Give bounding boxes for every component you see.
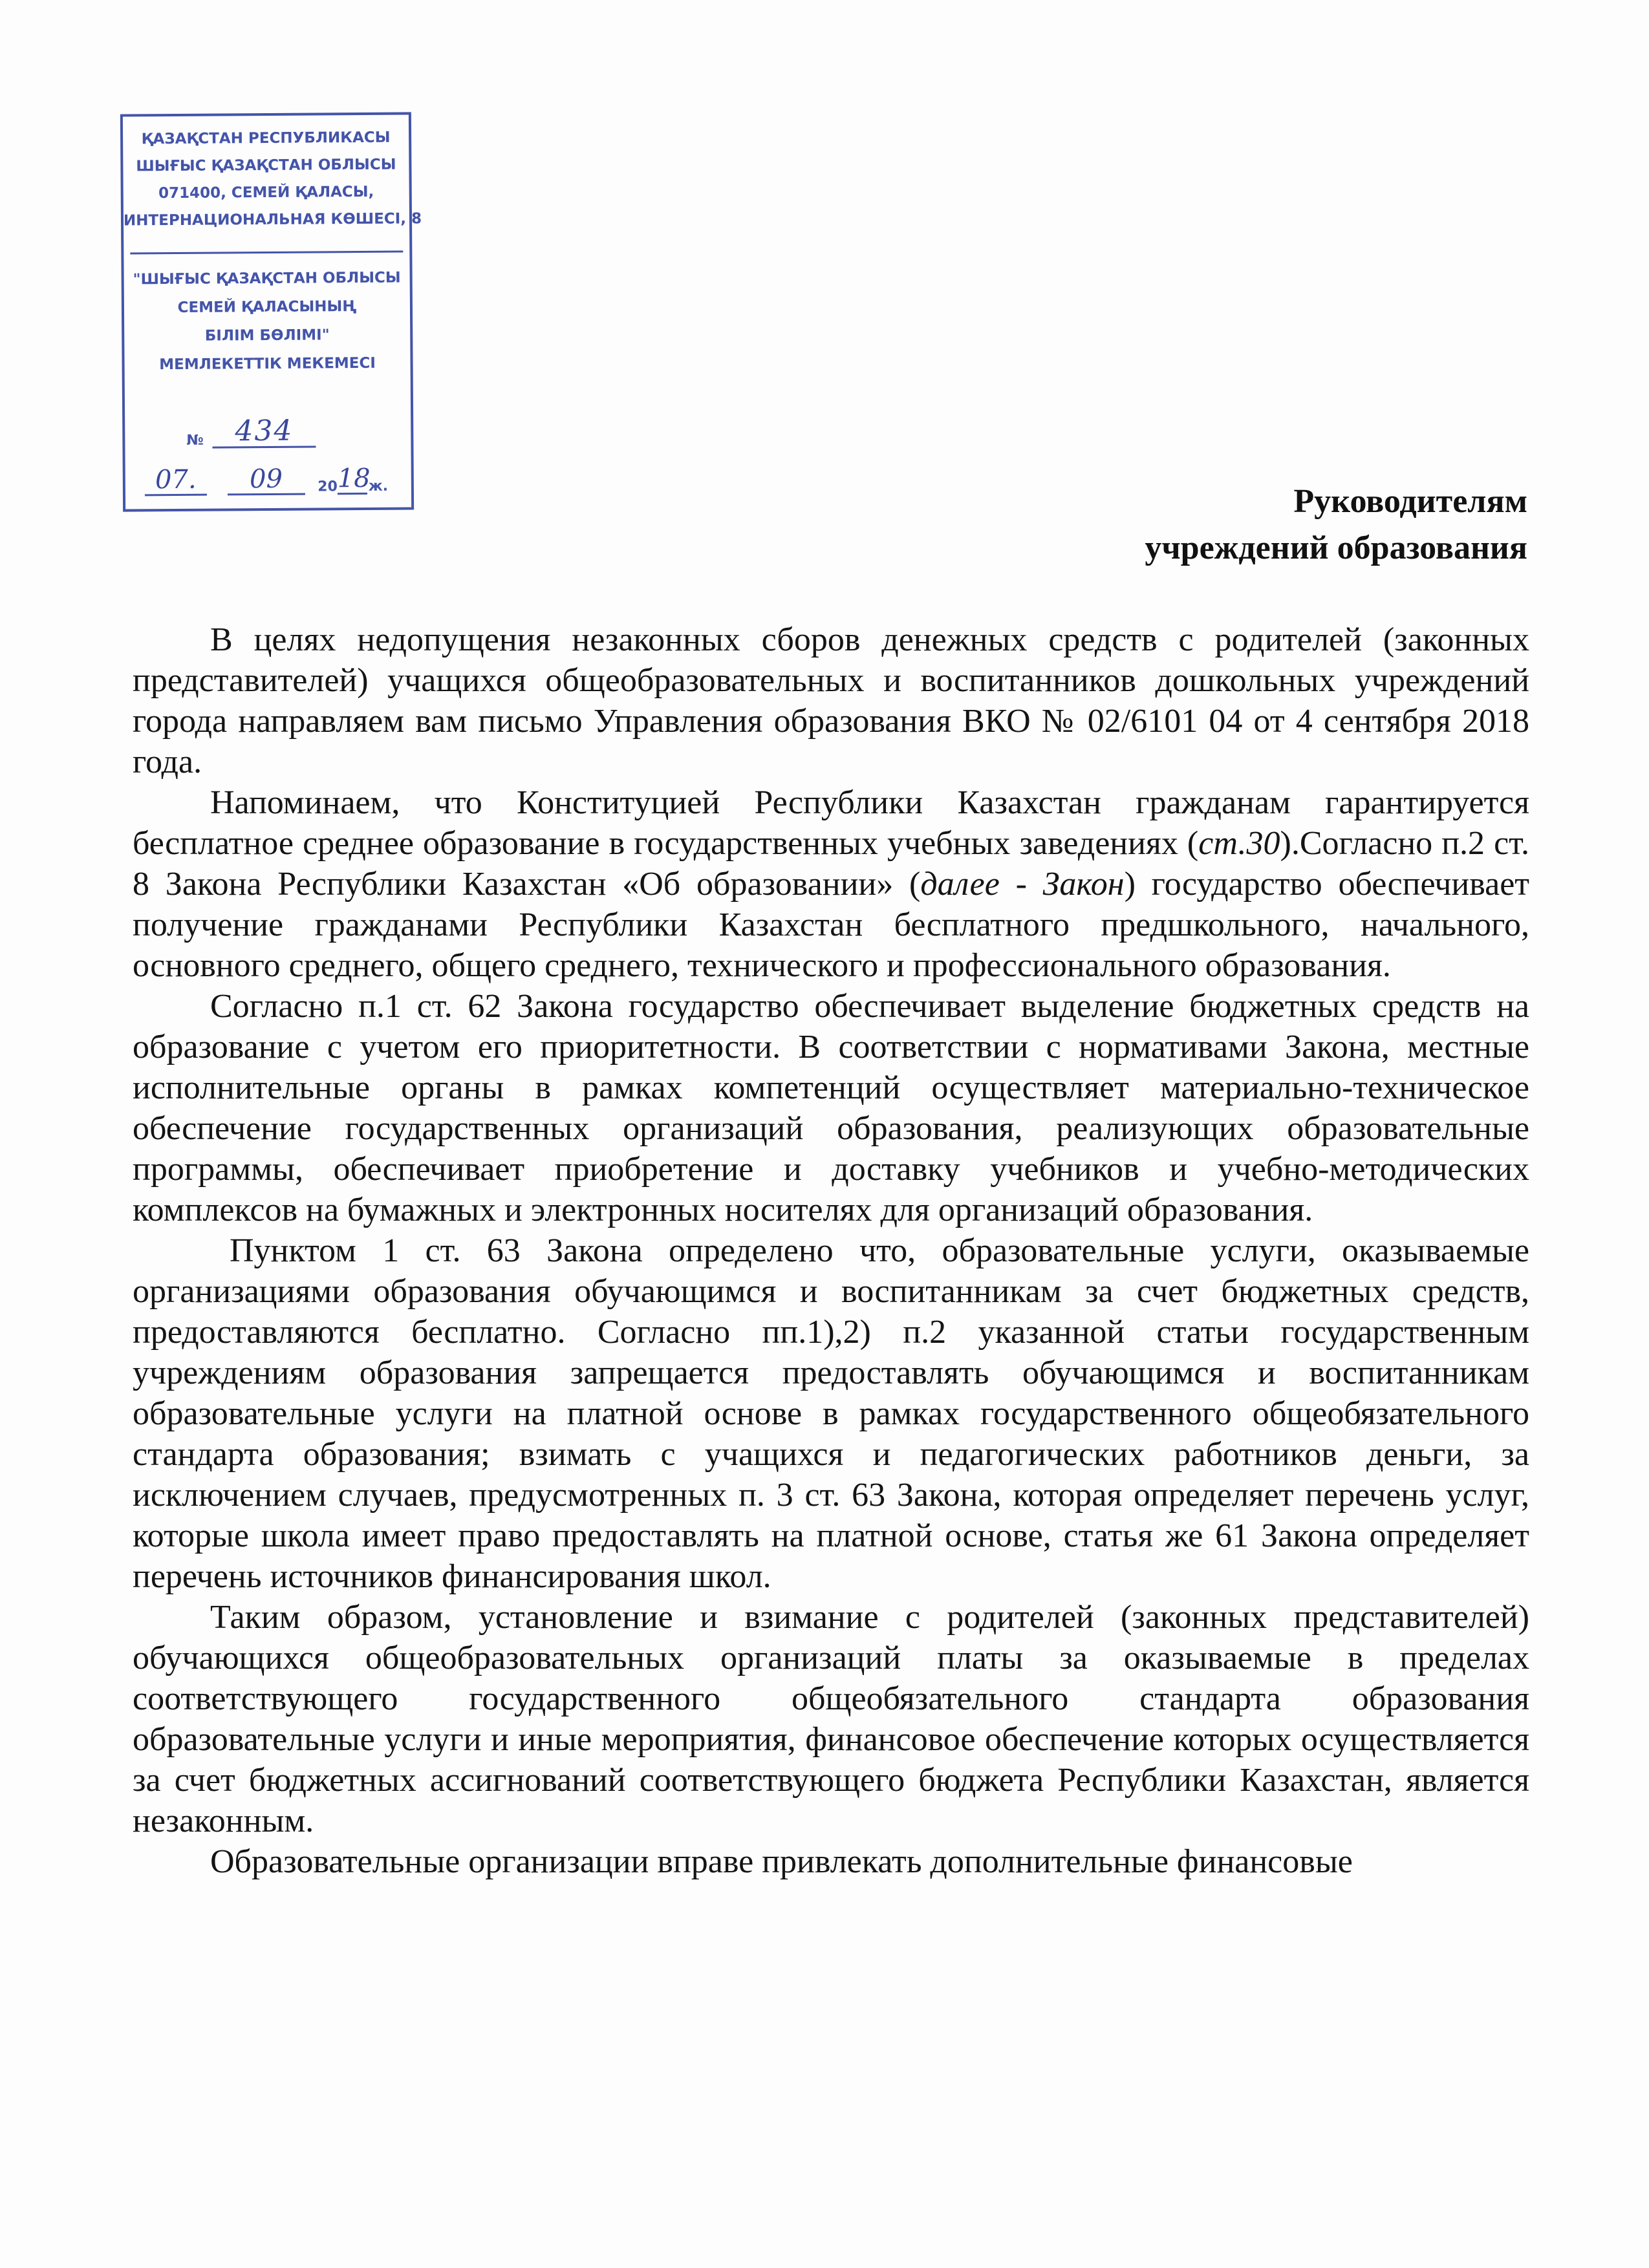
stamp-org-line: БІЛІМ БӨЛІМІ" <box>204 326 330 345</box>
registration-stamp <box>120 112 422 511</box>
stamp-header-line: ИНТЕРНАЦИОНАЛЬНАЯ КӨШЕСІ, 8 <box>123 210 422 230</box>
letter-body <box>133 619 1529 1882</box>
stamp-org-line: СЕМЕЙ ҚАЛАСЫНЫҢ <box>177 298 357 316</box>
stamp-org-line: МЕМЛЕКЕТТІК МЕКЕМЕСІ <box>159 354 376 374</box>
paragraph-6: Образовательные организации вправе привлекать дополнительные финансовые <box>210 1843 1353 1880</box>
paragraph-2-part-a: Напоминаем, что Конституцией Республики Казахстан гражданам гарантируется бесплатное среднее образование в государственных учебных заведениях ( <box>133 784 1529 862</box>
stamp-date-suffix: ж. <box>368 478 389 495</box>
paragraph-2-citation: ст.30 <box>1198 825 1280 862</box>
stamp-date-month: 09 <box>227 465 305 496</box>
paragraph-2-definition: далее - Закон <box>920 866 1125 903</box>
stamp-header-line: ҚАЗАҚСТАН РЕСПУБЛИКАСЫ <box>141 129 391 148</box>
stamp-header-line: 071400, СЕМЕЙ ҚАЛАСЫ, <box>158 183 374 202</box>
paragraph-2-part-c: ).Согласно п.2 ст. 8 Закона Республики Казахстан «Об образовании» ( <box>133 825 1529 903</box>
paragraph-4: Пунктом 1 ст. 63 Закона определено что, образовательные услуги, оказываемые организациями образования обучающимся и воспитанникам за счет бюджетных средств, предоставляются бесплатно. Согласно пп.1),2) п.2 указанной статьи государственным учреждениям образования запрещается предоставлять обучающимся и воспитанникам образовательные услуги на платной основе в рамках государственного общеобязательного стандарта образования; взимать с учащихся и педагогических работников деньги, за исключением случаев, предусмотренных п. 3 ст. 63 Закона, которая определяет перечень услуг, которые школа имеет право предоставлять на платной основе, статья же 61 Закона определяет перечень источников финансирования школ. <box>133 1232 1529 1595</box>
paragraph-2-part-e: ) государство обеспечивает получение гражданами Республики Казахстан бесплатного предшкольного, начального, основного среднего, общего среднего, технического и профессионального образования. <box>133 866 1530 984</box>
paragraph-5: Таким образом, установление и взимание с родителей (законных представителей) обучающихся общеобразовательных организаций платы за оказываемые в пределах соответствующего государственного общеобязательного стандарта образования образовательные услуги и иные мероприятия, финансовое обеспечение которых осуществляется за счет бюджетных ассигнований соответствующего бюджета Республики Казахстан, является незаконным. <box>133 1599 1529 1839</box>
stamp-date-year: 18 <box>337 463 371 494</box>
stamp-divider <box>130 251 403 255</box>
stamp-number-value: 434 <box>212 416 316 448</box>
stamp-date-row <box>145 464 389 497</box>
addressee-line-1: Руководителям <box>1293 483 1527 520</box>
stamp-date-day: 07. <box>145 465 207 497</box>
addressee-block <box>1145 478 1527 572</box>
stamp-number-label: № <box>186 432 204 449</box>
stamp-header <box>123 123 422 234</box>
stamp-header-line: ШЫҒЫС ҚАЗАҚСТАН ОБЛЫСЫ <box>136 156 396 175</box>
addressee-line-2: учреждений образования <box>1145 530 1527 566</box>
stamp-number-row <box>186 416 316 448</box>
paragraph-1: В целях недопущения незаконных сборов денежных средств с родителей (законных представителей) учащихся общеобразовательных и воспитанников дошкольных учреждений города направляем вам письмо Управления образования ВКО № 02/6101 04 от 4 сентября 2018 года. <box>133 621 1529 780</box>
paragraph-3: Согласно п.1 ст. 62 Закона государство обеспечивает выделение бюджетных средств на образование с учетом его приоритетности. В соответствии с нормативами Закона, местные исполнительные органы в рамках компетенций осуществляет материально-техническое обеспечение государственных организаций образования, реализующих образовательные программы, обеспечивает приобретение и доставку учебников и учебно-методических комплексов на бумажных и электронных носителях для организаций образования. <box>133 988 1529 1228</box>
stamp-date-year-prefix: 20 <box>318 478 338 495</box>
paragraph-2 <box>133 782 1529 986</box>
stamp-org-line: "ШЫҒЫС ҚАЗАҚСТАН ОБЛЫСЫ <box>133 269 401 288</box>
stamp-organization <box>124 263 410 379</box>
